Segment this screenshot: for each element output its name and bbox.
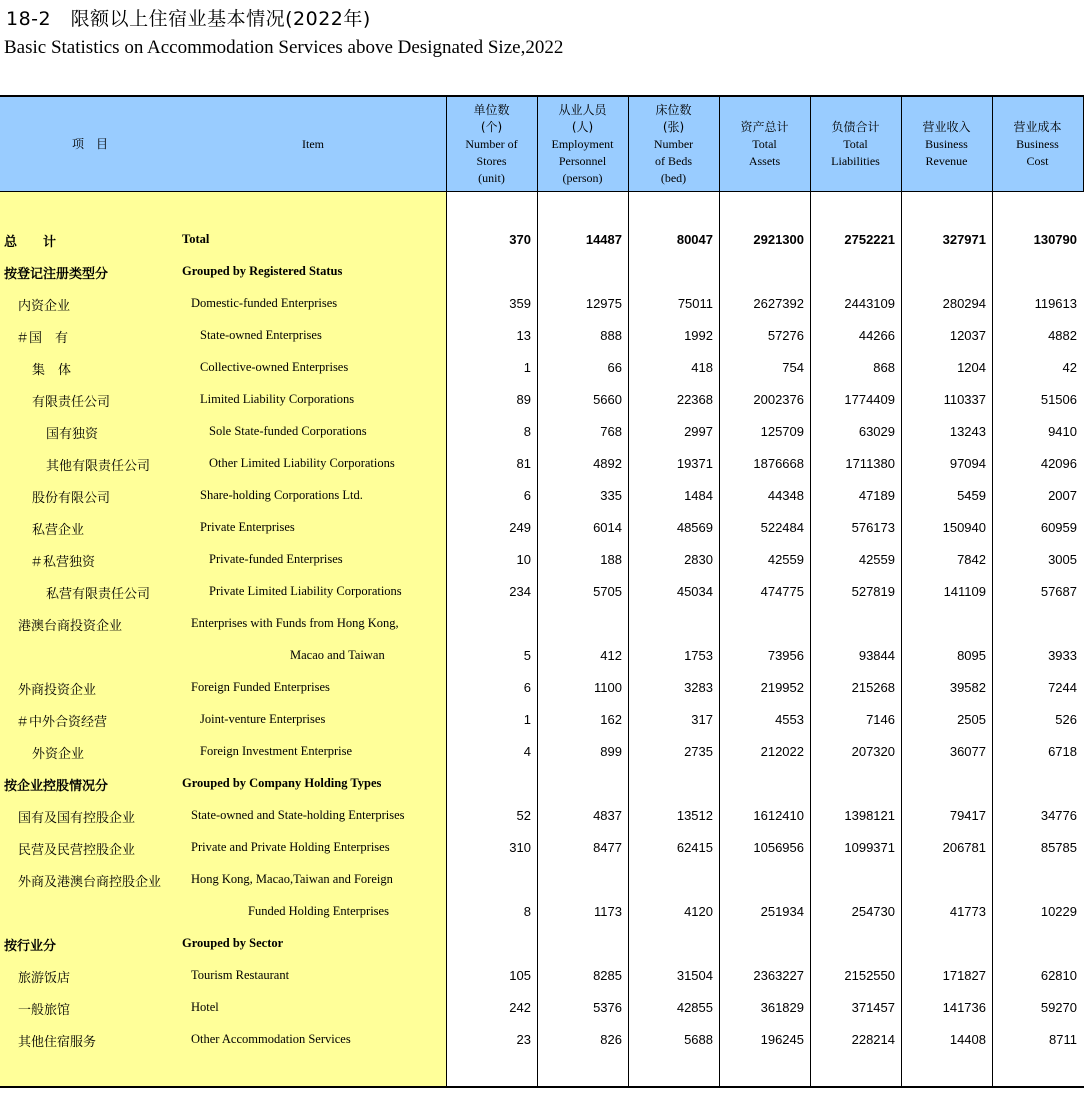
cell-value: 4553 bbox=[775, 712, 804, 727]
cell-value: 361829 bbox=[760, 1000, 804, 1015]
row-label-en: Grouped by Registered Status bbox=[182, 264, 343, 278]
cell-value: 418 bbox=[691, 360, 713, 375]
header-col-7-line-3: Cost bbox=[1026, 153, 1049, 168]
header-col-2-line-5: (person) bbox=[562, 170, 603, 185]
row-label-en: Funded Holding Enterprises bbox=[248, 904, 389, 918]
cell-value: 196245 bbox=[760, 1032, 804, 1047]
row-label-cn: 港澳台商投资企业 bbox=[18, 619, 123, 634]
table-row bbox=[0, 863, 1084, 895]
cell-value: 317 bbox=[691, 712, 713, 727]
cell-value: 44266 bbox=[858, 328, 895, 343]
cell-value: 2752221 bbox=[844, 232, 895, 247]
cell-value: 8095 bbox=[957, 648, 986, 663]
row-label-en: Collective-owned Enterprises bbox=[200, 360, 349, 374]
cell-value: 212022 bbox=[760, 744, 804, 759]
cell-value: 242 bbox=[509, 1000, 531, 1015]
cell-value: 31504 bbox=[676, 968, 713, 983]
header-col-4 bbox=[719, 97, 810, 191]
cell-value: 6 bbox=[523, 488, 531, 503]
cell-value: 1711380 bbox=[845, 456, 895, 471]
row-label-cn: 外商投资企业 bbox=[18, 683, 97, 698]
row-label-en: Foreign Funded Enterprises bbox=[191, 680, 330, 694]
cell-value: 14408 bbox=[949, 1032, 986, 1047]
cell-value: 6 bbox=[523, 680, 531, 695]
table-row bbox=[0, 447, 1084, 479]
cell-value: 188 bbox=[600, 552, 622, 567]
cell-value: 110337 bbox=[943, 392, 986, 407]
table-row bbox=[0, 511, 1084, 543]
header-col-3-line-5: (bed) bbox=[660, 170, 687, 185]
cell-value: 3005 bbox=[1048, 552, 1077, 567]
cell-value: 42096 bbox=[1040, 456, 1077, 471]
cell-value: 45034 bbox=[676, 584, 713, 599]
cell-value: 7244 bbox=[1048, 680, 1077, 695]
cell-value: 23 bbox=[516, 1032, 531, 1047]
cell-value: 8711 bbox=[1049, 1032, 1077, 1047]
cell-value: 1204 bbox=[957, 360, 986, 375]
cell-value: 4837 bbox=[593, 808, 622, 823]
row-label-en: Hong Kong, Macao,Taiwan and Foreign bbox=[191, 872, 393, 886]
table-row bbox=[0, 543, 1084, 575]
row-label-cn: 总 计 bbox=[4, 235, 57, 250]
header-col-3 bbox=[628, 97, 719, 191]
cell-value: 249 bbox=[509, 520, 531, 535]
header-col-2-line-4: Personnel bbox=[558, 153, 607, 168]
cell-value: 1992 bbox=[684, 328, 713, 343]
cell-value: 1 bbox=[523, 712, 531, 727]
cell-value: 8 bbox=[523, 424, 531, 439]
table-row bbox=[0, 639, 1084, 671]
header-col-1-line-4: Stores bbox=[476, 153, 507, 168]
table-row bbox=[0, 383, 1084, 415]
cell-value: 75011 bbox=[677, 296, 713, 311]
row-label-en: Sole State-funded Corporations bbox=[209, 424, 367, 438]
cell-value: 7842 bbox=[957, 552, 986, 567]
cell-value: 10 bbox=[516, 552, 531, 567]
header-col-6-line-2: Business bbox=[925, 136, 968, 151]
cell-value: 2152550 bbox=[844, 968, 895, 983]
cell-value: 1484 bbox=[684, 488, 713, 503]
cell-value: 57687 bbox=[1040, 584, 1077, 599]
cell-value: 868 bbox=[873, 360, 895, 375]
header-col-7-line-1: 营业成本 bbox=[1013, 119, 1062, 134]
header-item-cn: 项 目 bbox=[71, 136, 108, 151]
cell-value: 80047 bbox=[676, 232, 713, 247]
row-label-en: Total bbox=[182, 232, 210, 246]
cell-value: 42559 bbox=[767, 552, 804, 567]
header-col-1-line-1: 单位数 bbox=[473, 102, 510, 117]
cell-value: 9410 bbox=[1048, 424, 1077, 439]
cell-value: 280294 bbox=[942, 296, 986, 311]
cell-value: 13512 bbox=[676, 808, 713, 823]
cell-value: 125709 bbox=[760, 424, 804, 439]
row-label-en: Domestic-funded Enterprises bbox=[191, 296, 338, 310]
cell-value: 2830 bbox=[684, 552, 713, 567]
cell-value: 2997 bbox=[684, 424, 713, 439]
table-row bbox=[0, 223, 1084, 255]
cell-value: 2002376 bbox=[753, 392, 804, 407]
header-col-3-line-3: Number bbox=[653, 136, 694, 151]
header-col-2-line-3: Employment bbox=[551, 136, 614, 151]
table-row bbox=[0, 927, 1084, 959]
header-col-1-line-2: (个) bbox=[480, 119, 503, 134]
cell-value: 228214 bbox=[851, 1032, 895, 1047]
header-col-2 bbox=[537, 97, 628, 191]
row-label-en: Grouped by Company Holding Types bbox=[182, 776, 382, 790]
row-label-en: Private-funded Enterprises bbox=[209, 552, 343, 566]
row-label-cn: 国有及国有控股企业 bbox=[18, 811, 136, 826]
cell-value: 5688 bbox=[684, 1032, 713, 1047]
cell-value: 4120 bbox=[684, 904, 713, 919]
row-label-en: Private Limited Liability Corporations bbox=[209, 584, 402, 598]
table-row bbox=[0, 575, 1084, 607]
cell-value: 85785 bbox=[1040, 840, 1077, 855]
cell-value: 13243 bbox=[949, 424, 986, 439]
row-label-cn: 旅游饭店 bbox=[18, 971, 71, 986]
cell-value: 1099371 bbox=[844, 840, 895, 855]
cell-value: 5705 bbox=[593, 584, 622, 599]
cell-value: 14487 bbox=[585, 232, 622, 247]
row-label-en: State-owned Enterprises bbox=[200, 328, 322, 342]
cell-value: 1612410 bbox=[753, 808, 804, 823]
cell-value: 89 bbox=[516, 392, 531, 407]
row-label-cn: 按登记注册类型分 bbox=[4, 267, 109, 282]
cell-value: 10229 bbox=[1040, 904, 1077, 919]
cell-value: 1876668 bbox=[753, 456, 804, 471]
header-col-3-line-4: of Beds bbox=[655, 153, 692, 168]
cell-value: 34776 bbox=[1040, 808, 1077, 823]
header-col-6-line-3: Revenue bbox=[925, 153, 968, 168]
row-label-en: Foreign Investment Enterprise bbox=[200, 744, 353, 758]
cell-value: 2443109 bbox=[844, 296, 895, 311]
row-label-cn: 股份有限公司 bbox=[32, 491, 111, 506]
cell-value: 150940 bbox=[942, 520, 986, 535]
row-label-cn: ＃国 有 bbox=[16, 331, 69, 346]
header-col-1-line-5: (unit) bbox=[478, 170, 505, 185]
cell-value: 370 bbox=[509, 232, 531, 247]
header-col-5-line-1: 负债合计 bbox=[831, 119, 880, 134]
cell-value: 5 bbox=[523, 648, 531, 663]
table-row bbox=[0, 607, 1084, 639]
cell-value: 7146 bbox=[866, 712, 895, 727]
cell-value: 81 bbox=[516, 456, 531, 471]
table-row bbox=[0, 319, 1084, 351]
cell-value: 6718 bbox=[1048, 744, 1077, 759]
cell-value: 22368 bbox=[676, 392, 713, 407]
page-title-en: Basic Statistics on Accommodation Services above Designated Size,2022 bbox=[4, 37, 564, 58]
row-label-cn: 私营有限责任公司 bbox=[46, 587, 151, 602]
cell-value: 119613 bbox=[1034, 296, 1077, 311]
cell-value: 36077 bbox=[949, 744, 986, 759]
cell-value: 8 bbox=[523, 904, 531, 919]
cell-value: 1774409 bbox=[844, 392, 895, 407]
cell-value: 6014 bbox=[593, 520, 622, 535]
cell-value: 141109 bbox=[943, 584, 986, 599]
cell-value: 2007 bbox=[1048, 488, 1077, 503]
cell-value: 371457 bbox=[851, 1000, 895, 1015]
cell-value: 474775 bbox=[760, 584, 804, 599]
cell-value: 3283 bbox=[684, 680, 713, 695]
row-label-en: Joint-venture Enterprises bbox=[200, 712, 326, 726]
cell-value: 2505 bbox=[957, 712, 986, 727]
cell-value: 2735 bbox=[684, 744, 713, 759]
cell-value: 412 bbox=[600, 648, 622, 663]
row-label-cn: ＃私营独资 bbox=[30, 555, 96, 570]
cell-value: 254730 bbox=[851, 904, 895, 919]
header-item-en: Item bbox=[302, 136, 324, 151]
cell-value: 5459 bbox=[957, 488, 986, 503]
cell-value: 42855 bbox=[676, 1000, 713, 1015]
cell-value: 527819 bbox=[851, 584, 895, 599]
header-col-6-line-1: 营业收入 bbox=[922, 119, 971, 134]
cell-value: 141736 bbox=[942, 1000, 986, 1015]
row-label-cn: 按行业分 bbox=[4, 939, 57, 954]
cell-value: 13 bbox=[516, 328, 531, 343]
table-row bbox=[0, 415, 1084, 447]
cell-value: 526 bbox=[1055, 712, 1077, 727]
row-label-cn: 按企业控股情况分 bbox=[4, 779, 109, 794]
header-col-4-line-2: Total bbox=[752, 136, 777, 151]
cell-value: 12037 bbox=[949, 328, 986, 343]
row-label-en: Other Limited Liability Corporations bbox=[209, 456, 395, 470]
cell-value: 19371 bbox=[676, 456, 713, 471]
cell-value: 5376 bbox=[593, 1000, 622, 1015]
cell-value: 768 bbox=[600, 424, 622, 439]
cell-value: 42 bbox=[1062, 360, 1077, 375]
page-title-cn: 18-2 限额以上住宿业基本情况(2022年) bbox=[6, 8, 371, 30]
row-label-cn: 一般旅馆 bbox=[18, 1003, 71, 1018]
row-label-en: Limited Liability Corporations bbox=[200, 392, 355, 406]
cell-value: 130790 bbox=[1033, 232, 1077, 247]
cell-value: 59270 bbox=[1040, 1000, 1077, 1015]
row-label-en: Enterprises with Funds from Hong Kong, bbox=[191, 616, 399, 630]
cell-value: 41773 bbox=[949, 904, 986, 919]
row-label-en: Share-holding Corporations Ltd. bbox=[200, 488, 363, 502]
row-label-cn: 外商及港澳台商控股企业 bbox=[18, 875, 162, 890]
header-col-3-line-1: 床位数 bbox=[655, 102, 692, 117]
cell-value: 576173 bbox=[851, 520, 895, 535]
row-label-cn: 国有独资 bbox=[46, 427, 99, 442]
header-col-7 bbox=[992, 97, 1083, 191]
cell-value: 2363227 bbox=[753, 968, 804, 983]
row-label-en: Private and Private Holding Enterprises bbox=[191, 840, 390, 854]
cell-value: 3933 bbox=[1048, 648, 1077, 663]
table-row bbox=[0, 703, 1084, 735]
table-row bbox=[0, 959, 1084, 991]
header-col-1 bbox=[446, 97, 537, 191]
table-row bbox=[0, 895, 1084, 927]
cell-value: 2921300 bbox=[753, 232, 804, 247]
cell-value: 48569 bbox=[676, 520, 713, 535]
table-row bbox=[0, 799, 1084, 831]
header-col-5 bbox=[810, 97, 901, 191]
row-label-cn: 外资企业 bbox=[32, 747, 85, 762]
cell-value: 359 bbox=[509, 296, 531, 311]
row-label-en: State-owned and State-holding Enterprises bbox=[191, 808, 405, 822]
cell-value: 310 bbox=[509, 840, 531, 855]
cell-value: 105 bbox=[509, 968, 531, 983]
header-col-1-line-3: Number of bbox=[465, 136, 518, 151]
row-label-cn: 其他有限责任公司 bbox=[46, 459, 151, 474]
cell-value: 97094 bbox=[949, 456, 986, 471]
row-label-cn: 内资企业 bbox=[18, 299, 71, 314]
cell-value: 4892 bbox=[593, 456, 622, 471]
cell-value: 93844 bbox=[858, 648, 895, 663]
cell-value: 39582 bbox=[949, 680, 986, 695]
cell-value: 52 bbox=[516, 808, 531, 823]
cell-value: 234 bbox=[509, 584, 531, 599]
header-bottom-rule bbox=[0, 191, 1084, 192]
header-col-2-line-1: 从业人员 bbox=[558, 102, 607, 117]
cell-value: 51506 bbox=[1040, 392, 1077, 407]
bottom-rule bbox=[0, 1086, 1084, 1088]
cell-value: 754 bbox=[782, 360, 804, 375]
cell-value: 522484 bbox=[760, 520, 804, 535]
cell-value: 66 bbox=[607, 360, 622, 375]
header-col-3-line-2: (张) bbox=[662, 119, 685, 134]
table-row bbox=[0, 1023, 1084, 1055]
row-label-cn: ＃中外合资经营 bbox=[16, 715, 108, 730]
cell-value: 327971 bbox=[942, 232, 986, 247]
header-col-4-line-1: 资产总计 bbox=[740, 119, 789, 134]
row-label-en: Tourism Restaurant bbox=[191, 968, 290, 982]
cell-value: 62415 bbox=[676, 840, 713, 855]
cell-value: 171827 bbox=[942, 968, 986, 983]
header-col-5-line-2: Total bbox=[843, 136, 868, 151]
cell-value: 899 bbox=[600, 744, 622, 759]
cell-value: 63029 bbox=[858, 424, 895, 439]
cell-value: 1056956 bbox=[753, 840, 804, 855]
cell-value: 5660 bbox=[593, 392, 622, 407]
row-label-cn: 民营及民营控股企业 bbox=[18, 843, 136, 858]
row-label-en: Grouped by Sector bbox=[182, 936, 284, 950]
cell-value: 219952 bbox=[760, 680, 804, 695]
cell-value: 8285 bbox=[593, 968, 622, 983]
cell-value: 60959 bbox=[1040, 520, 1077, 535]
header-col-5-line-3: Liabilities bbox=[831, 153, 880, 168]
table-row bbox=[0, 767, 1084, 799]
cell-value: 1173 bbox=[594, 904, 622, 919]
header-col-6 bbox=[901, 97, 992, 191]
cell-value: 8477 bbox=[593, 840, 622, 855]
cell-value: 888 bbox=[600, 328, 622, 343]
cell-value: 62810 bbox=[1040, 968, 1077, 983]
table-row bbox=[0, 831, 1084, 863]
row-label-en: Other Accommodation Services bbox=[191, 1032, 351, 1046]
cell-value: 4882 bbox=[1048, 328, 1077, 343]
cell-value: 335 bbox=[600, 488, 622, 503]
header-col-2-line-2: (人) bbox=[571, 119, 594, 134]
table-row bbox=[0, 255, 1084, 287]
row-label-en: Macao and Taiwan bbox=[290, 648, 385, 662]
table-row bbox=[0, 735, 1084, 767]
cell-value: 1398121 bbox=[844, 808, 895, 823]
cell-value: 2627392 bbox=[753, 296, 804, 311]
cell-value: 1 bbox=[523, 360, 531, 375]
table-row bbox=[0, 991, 1084, 1023]
cell-value: 162 bbox=[600, 712, 622, 727]
header-col-4-line-3: Assets bbox=[748, 153, 781, 168]
cell-value: 12975 bbox=[585, 296, 622, 311]
cell-value: 47189 bbox=[858, 488, 895, 503]
cell-value: 79417 bbox=[949, 808, 986, 823]
cell-value: 57276 bbox=[767, 328, 804, 343]
header-col-7-line-2: Business bbox=[1016, 136, 1059, 151]
cell-value: 42559 bbox=[858, 552, 895, 567]
row-label-cn: 有限责任公司 bbox=[32, 395, 111, 410]
row-label-cn: 其他住宿服务 bbox=[18, 1035, 97, 1050]
cell-value: 4 bbox=[523, 744, 531, 759]
table-row bbox=[0, 287, 1084, 319]
table-row bbox=[0, 351, 1084, 383]
table-row bbox=[0, 479, 1084, 511]
cell-value: 826 bbox=[600, 1032, 622, 1047]
cell-value: 207320 bbox=[851, 744, 895, 759]
cell-value: 44348 bbox=[767, 488, 804, 503]
cell-value: 1100 bbox=[594, 680, 622, 695]
row-label-cn: 私营企业 bbox=[32, 523, 85, 538]
cell-value: 251934 bbox=[760, 904, 804, 919]
table-header bbox=[0, 97, 1084, 191]
cell-value: 215268 bbox=[851, 680, 895, 695]
row-label-en: Hotel bbox=[191, 1000, 219, 1014]
cell-value: 206781 bbox=[942, 840, 986, 855]
row-label-en: Private Enterprises bbox=[200, 520, 295, 534]
cell-value: 1753 bbox=[684, 648, 713, 663]
cell-value: 73956 bbox=[767, 648, 804, 663]
table-row bbox=[0, 671, 1084, 703]
row-label-cn: 集 体 bbox=[32, 363, 72, 378]
